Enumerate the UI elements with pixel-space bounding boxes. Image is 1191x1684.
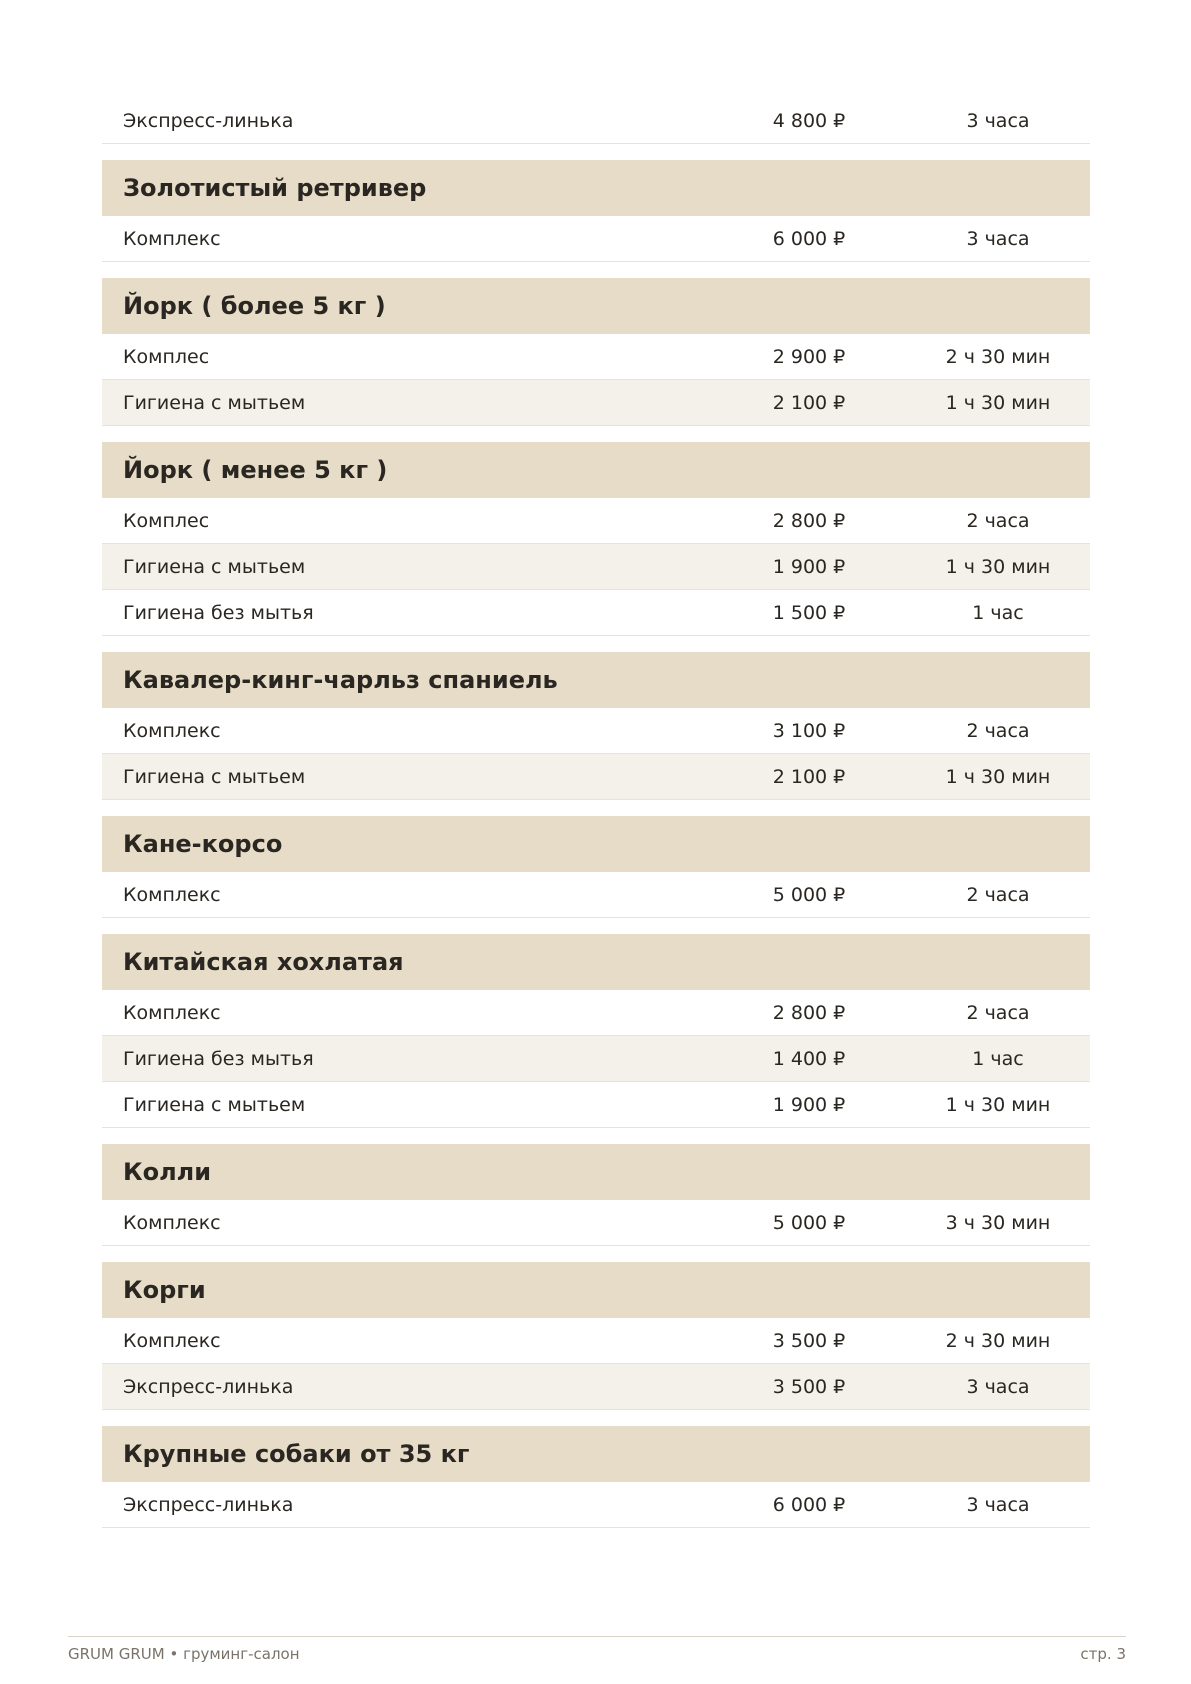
service-name: Гигиена с мытьем <box>123 555 306 578</box>
service-duration: 2 часа <box>966 1001 1030 1024</box>
footer-brand: GRUM GRUM • груминг-салон <box>68 1645 300 1663</box>
table-row <box>102 1318 1090 1364</box>
table-row <box>102 590 1090 636</box>
service-duration: 2 часа <box>966 509 1030 532</box>
breed-heading: Йорк ( более 5 кг ) <box>102 278 1090 334</box>
price-section <box>102 652 1090 800</box>
service-price: 2 800 ₽ <box>772 1001 846 1024</box>
service-duration: 1 час <box>972 1047 1024 1070</box>
table-row <box>102 1482 1090 1528</box>
service-price: 1 900 ₽ <box>772 1093 846 1116</box>
table-row <box>102 1364 1090 1410</box>
price-section <box>102 442 1090 636</box>
service-duration: 1 ч 30 мин <box>945 765 1051 788</box>
service-duration: 2 часа <box>966 883 1030 906</box>
service-duration: 2 ч 30 мин <box>945 345 1051 368</box>
service-name: Гигиена с мытьем <box>123 391 306 414</box>
table-row <box>102 1082 1090 1128</box>
table-row <box>102 1200 1090 1246</box>
service-duration: 3 ч 30 мин <box>945 1211 1051 1234</box>
breed-heading: Корги <box>102 1262 1090 1318</box>
breed-heading: Крупные собаки от 35 кг <box>102 1426 1090 1482</box>
service-price: 4 800 ₽ <box>772 109 846 132</box>
service-name: Комплес <box>123 345 210 368</box>
service-price: 3 500 ₽ <box>772 1329 846 1352</box>
table-row <box>102 98 1090 144</box>
service-duration: 2 часа <box>966 719 1030 742</box>
service-price: 6 000 ₽ <box>772 227 846 250</box>
service-duration: 3 часа <box>966 227 1030 250</box>
table-row <box>102 380 1090 426</box>
price-section <box>102 1426 1090 1528</box>
table-row <box>102 544 1090 590</box>
service-name: Гигиена без мытья <box>123 1047 314 1070</box>
service-name: Экспресс-линька <box>123 1375 294 1398</box>
service-name: Гигиена без мытья <box>123 601 314 624</box>
service-price: 2 900 ₽ <box>772 345 846 368</box>
service-price: 1 400 ₽ <box>772 1047 846 1070</box>
service-duration: 1 час <box>972 601 1024 624</box>
service-price: 5 000 ₽ <box>772 1211 846 1234</box>
service-duration: 3 часа <box>966 109 1030 132</box>
table-row <box>102 872 1090 918</box>
service-price: 2 800 ₽ <box>772 509 846 532</box>
service-price: 1 500 ₽ <box>772 601 846 624</box>
service-duration: 1 ч 30 мин <box>945 555 1051 578</box>
table-row <box>102 1036 1090 1082</box>
service-name: Комплекс <box>123 1001 221 1024</box>
price-list <box>102 98 1090 1528</box>
price-section <box>102 934 1090 1128</box>
price-section <box>102 160 1090 262</box>
service-price: 5 000 ₽ <box>772 883 846 906</box>
breed-heading: Кавалер-кинг-чарльз спаниель <box>102 652 1090 708</box>
service-name: Экспресс-линька <box>123 109 294 132</box>
table-row <box>102 216 1090 262</box>
price-section <box>102 1144 1090 1246</box>
breed-heading: Колли <box>102 1144 1090 1200</box>
service-name: Гигиена с мытьем <box>123 765 306 788</box>
table-row <box>102 498 1090 544</box>
service-price: 1 900 ₽ <box>772 555 846 578</box>
service-name: Экспресс-линька <box>123 1493 294 1516</box>
service-duration: 2 ч 30 мин <box>945 1329 1051 1352</box>
service-price: 3 100 ₽ <box>772 719 846 742</box>
service-name: Комплекс <box>123 227 221 250</box>
table-row <box>102 334 1090 380</box>
price-section <box>102 816 1090 918</box>
service-name: Комплекс <box>123 719 221 742</box>
service-name: Комплекс <box>123 883 221 906</box>
table-row <box>102 754 1090 800</box>
service-name: Комплес <box>123 509 210 532</box>
breed-heading: Кане-корсо <box>102 816 1090 872</box>
footer-divider <box>68 1636 1126 1637</box>
table-row <box>102 708 1090 754</box>
price-section <box>102 1262 1090 1410</box>
price-section <box>102 98 1090 144</box>
service-duration: 3 часа <box>966 1375 1030 1398</box>
service-price: 2 100 ₽ <box>772 765 846 788</box>
breed-heading: Золотистый ретривер <box>102 160 1090 216</box>
service-duration: 1 ч 30 мин <box>945 1093 1051 1116</box>
service-duration: 3 часа <box>966 1493 1030 1516</box>
breed-heading: Китайская хохлатая <box>102 934 1090 990</box>
service-price: 6 000 ₽ <box>772 1493 846 1516</box>
page-number: стр. 3 <box>1080 1645 1126 1663</box>
breed-heading: Йорк ( менее 5 кг ) <box>102 442 1090 498</box>
price-section <box>102 278 1090 426</box>
service-price: 2 100 ₽ <box>772 391 846 414</box>
service-name: Комплекс <box>123 1329 221 1352</box>
service-duration: 1 ч 30 мин <box>945 391 1051 414</box>
service-name: Комплекс <box>123 1211 221 1234</box>
table-row <box>102 990 1090 1036</box>
service-price: 3 500 ₽ <box>772 1375 846 1398</box>
service-name: Гигиена с мытьем <box>123 1093 306 1116</box>
